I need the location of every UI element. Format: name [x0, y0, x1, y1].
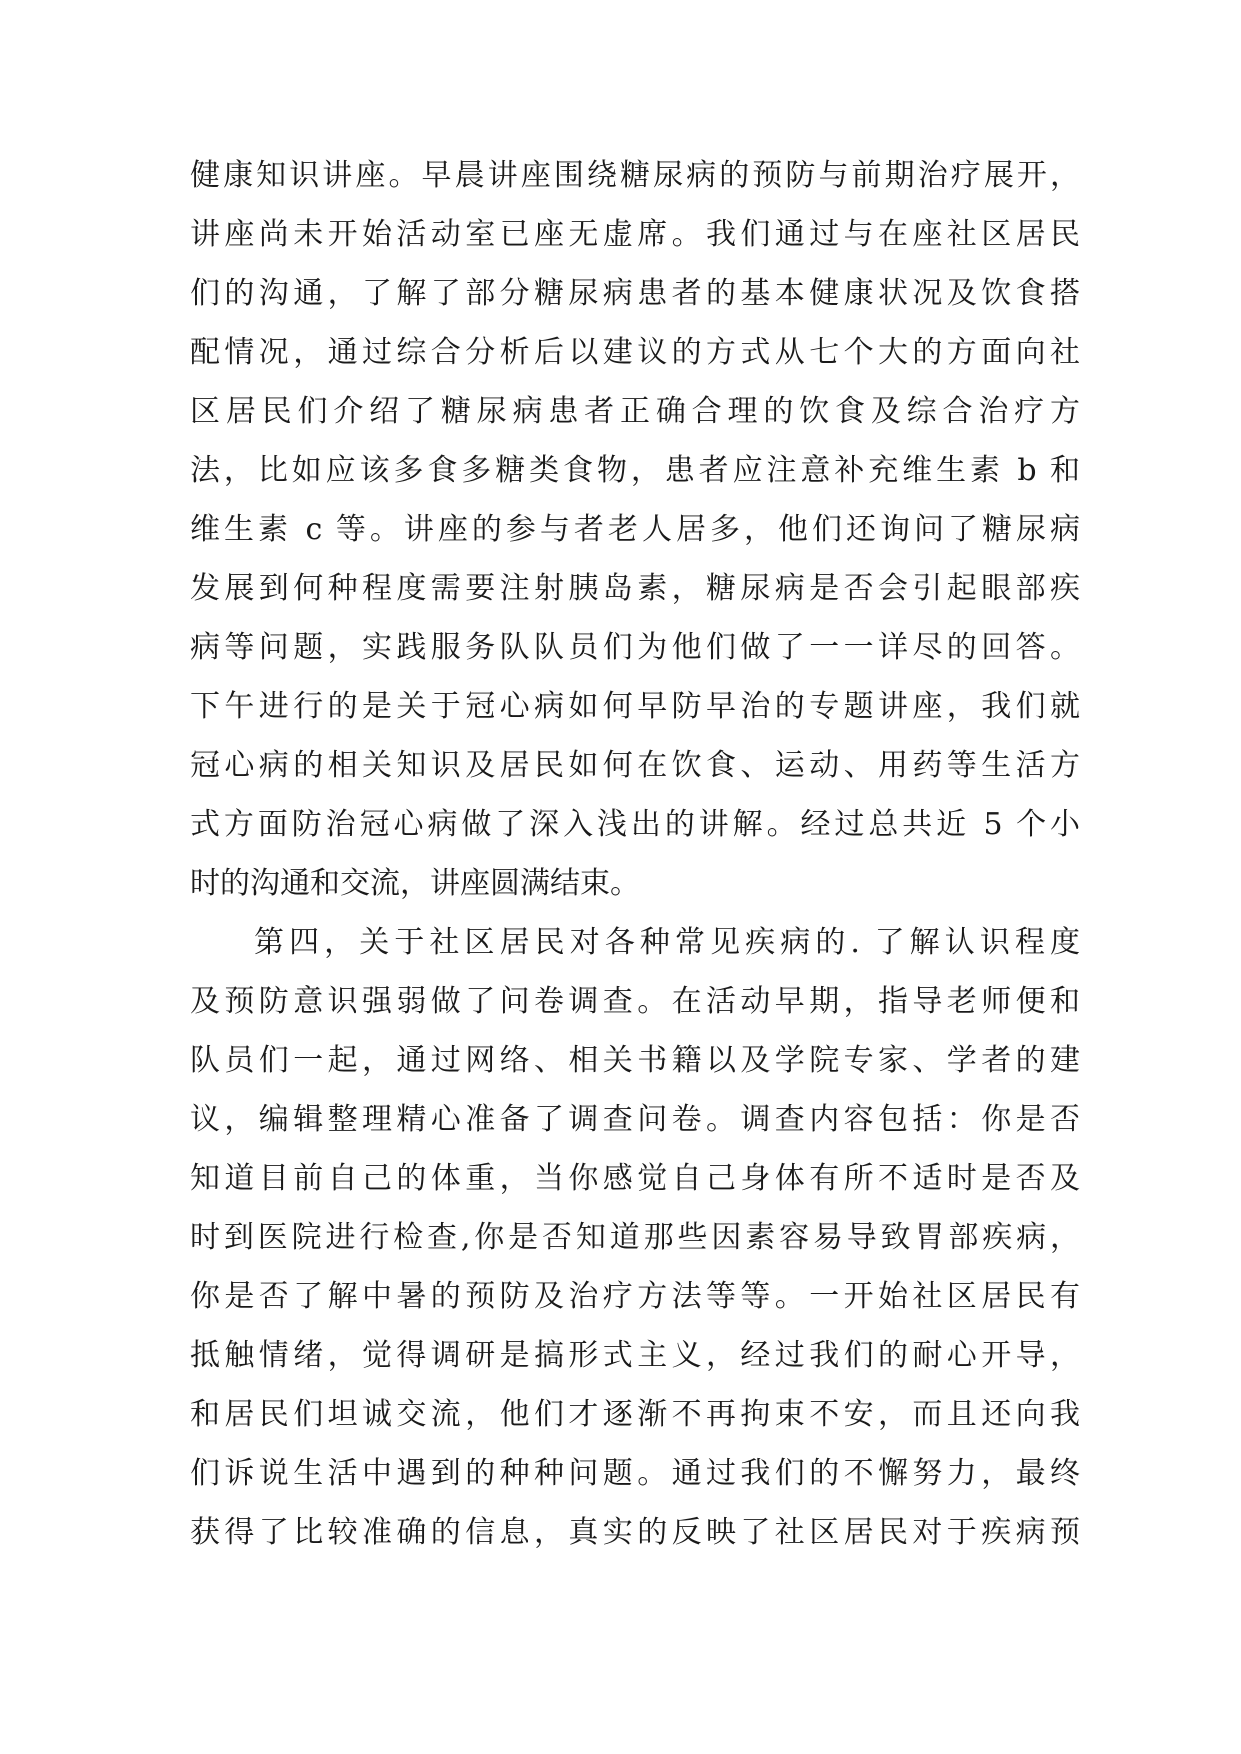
text-line: 病等问题，实践服务队队员们为他们做了一一详尽的回答。 [190, 630, 1080, 665]
text-line: 议，编辑整理精心准备了调查问卷。调查内容包括：你是否 [190, 1102, 1080, 1137]
text-line: 冠心病的相关知识及居民如何在饮食、运动、用药等生活方 [190, 748, 1080, 783]
text-line: 队员们一起，通过网络、相关书籍以及学院专家、学者的建 [190, 1043, 1080, 1078]
text-line: 区居民们介绍了糖尿病患者正确合理的饮食及综合治疗方 [190, 394, 1080, 429]
paragraph-end-line: 时的沟通和交流，讲座圆满结束。 [190, 866, 640, 901]
text-line: 抵触情绪，觉得调研是搞形式主义，经过我们的耐心开导， [190, 1338, 1080, 1373]
text-line: 及预防意识强弱做了问卷调查。在活动早期，指导老师便和 [190, 984, 1080, 1019]
text-line: 法，比如应该多食多糖类食物，患者应注意补充维生素 b 和 [190, 453, 1080, 488]
text-line: 们诉说生活中遇到的种种问题。通过我们的不懈努力，最终 [190, 1456, 1080, 1491]
text-line: 们的沟通，了解了部分糖尿病患者的基本健康状况及饮食搭 [190, 276, 1080, 311]
text-line: 时到医院进行检查,你是否知道那些因素容易导致胃部疾病， [190, 1220, 1080, 1255]
text-line: 健康知识讲座。早晨讲座围绕糖尿病的预防与前期治疗展开， [190, 158, 1080, 193]
text-line: 发展到何种程度需要注射胰岛素，糖尿病是否会引起眼部疾 [190, 571, 1080, 606]
text-line: 讲座尚未开始活动室已座无虚席。我们通过与在座社区居民 [190, 217, 1080, 252]
text-line: 维生素 c 等。讲座的参与者老人居多，他们还询问了糖尿病 [190, 512, 1080, 547]
text-line: 知道目前自己的体重，当你感觉自己身体有所不适时是否及 [190, 1161, 1080, 1196]
text-line: 式方面防治冠心病做了深入浅出的讲解。经过总共近 5 个小 [190, 807, 1080, 842]
text-line: 和居民们坦诚交流，他们才逐渐不再拘束不安，而且还向我 [190, 1397, 1080, 1432]
text-line: 配情况，通过综合分析后以建议的方式从七个大的方面向社 [190, 335, 1080, 370]
text-line: 获得了比较准确的信息，真实的反映了社区居民对于疾病预 [190, 1515, 1080, 1550]
text-line: 下午进行的是关于冠心病如何早防早治的专题讲座，我们就 [190, 689, 1080, 724]
body-text [190, 146, 1080, 1562]
paragraph-start-line: 第四，关于社区居民对各种常见疾病的. 了解认识程度 [254, 925, 1080, 960]
text-line: 你是否了解中暑的预防及治疗方法等等。一开始社区居民有 [190, 1279, 1080, 1314]
